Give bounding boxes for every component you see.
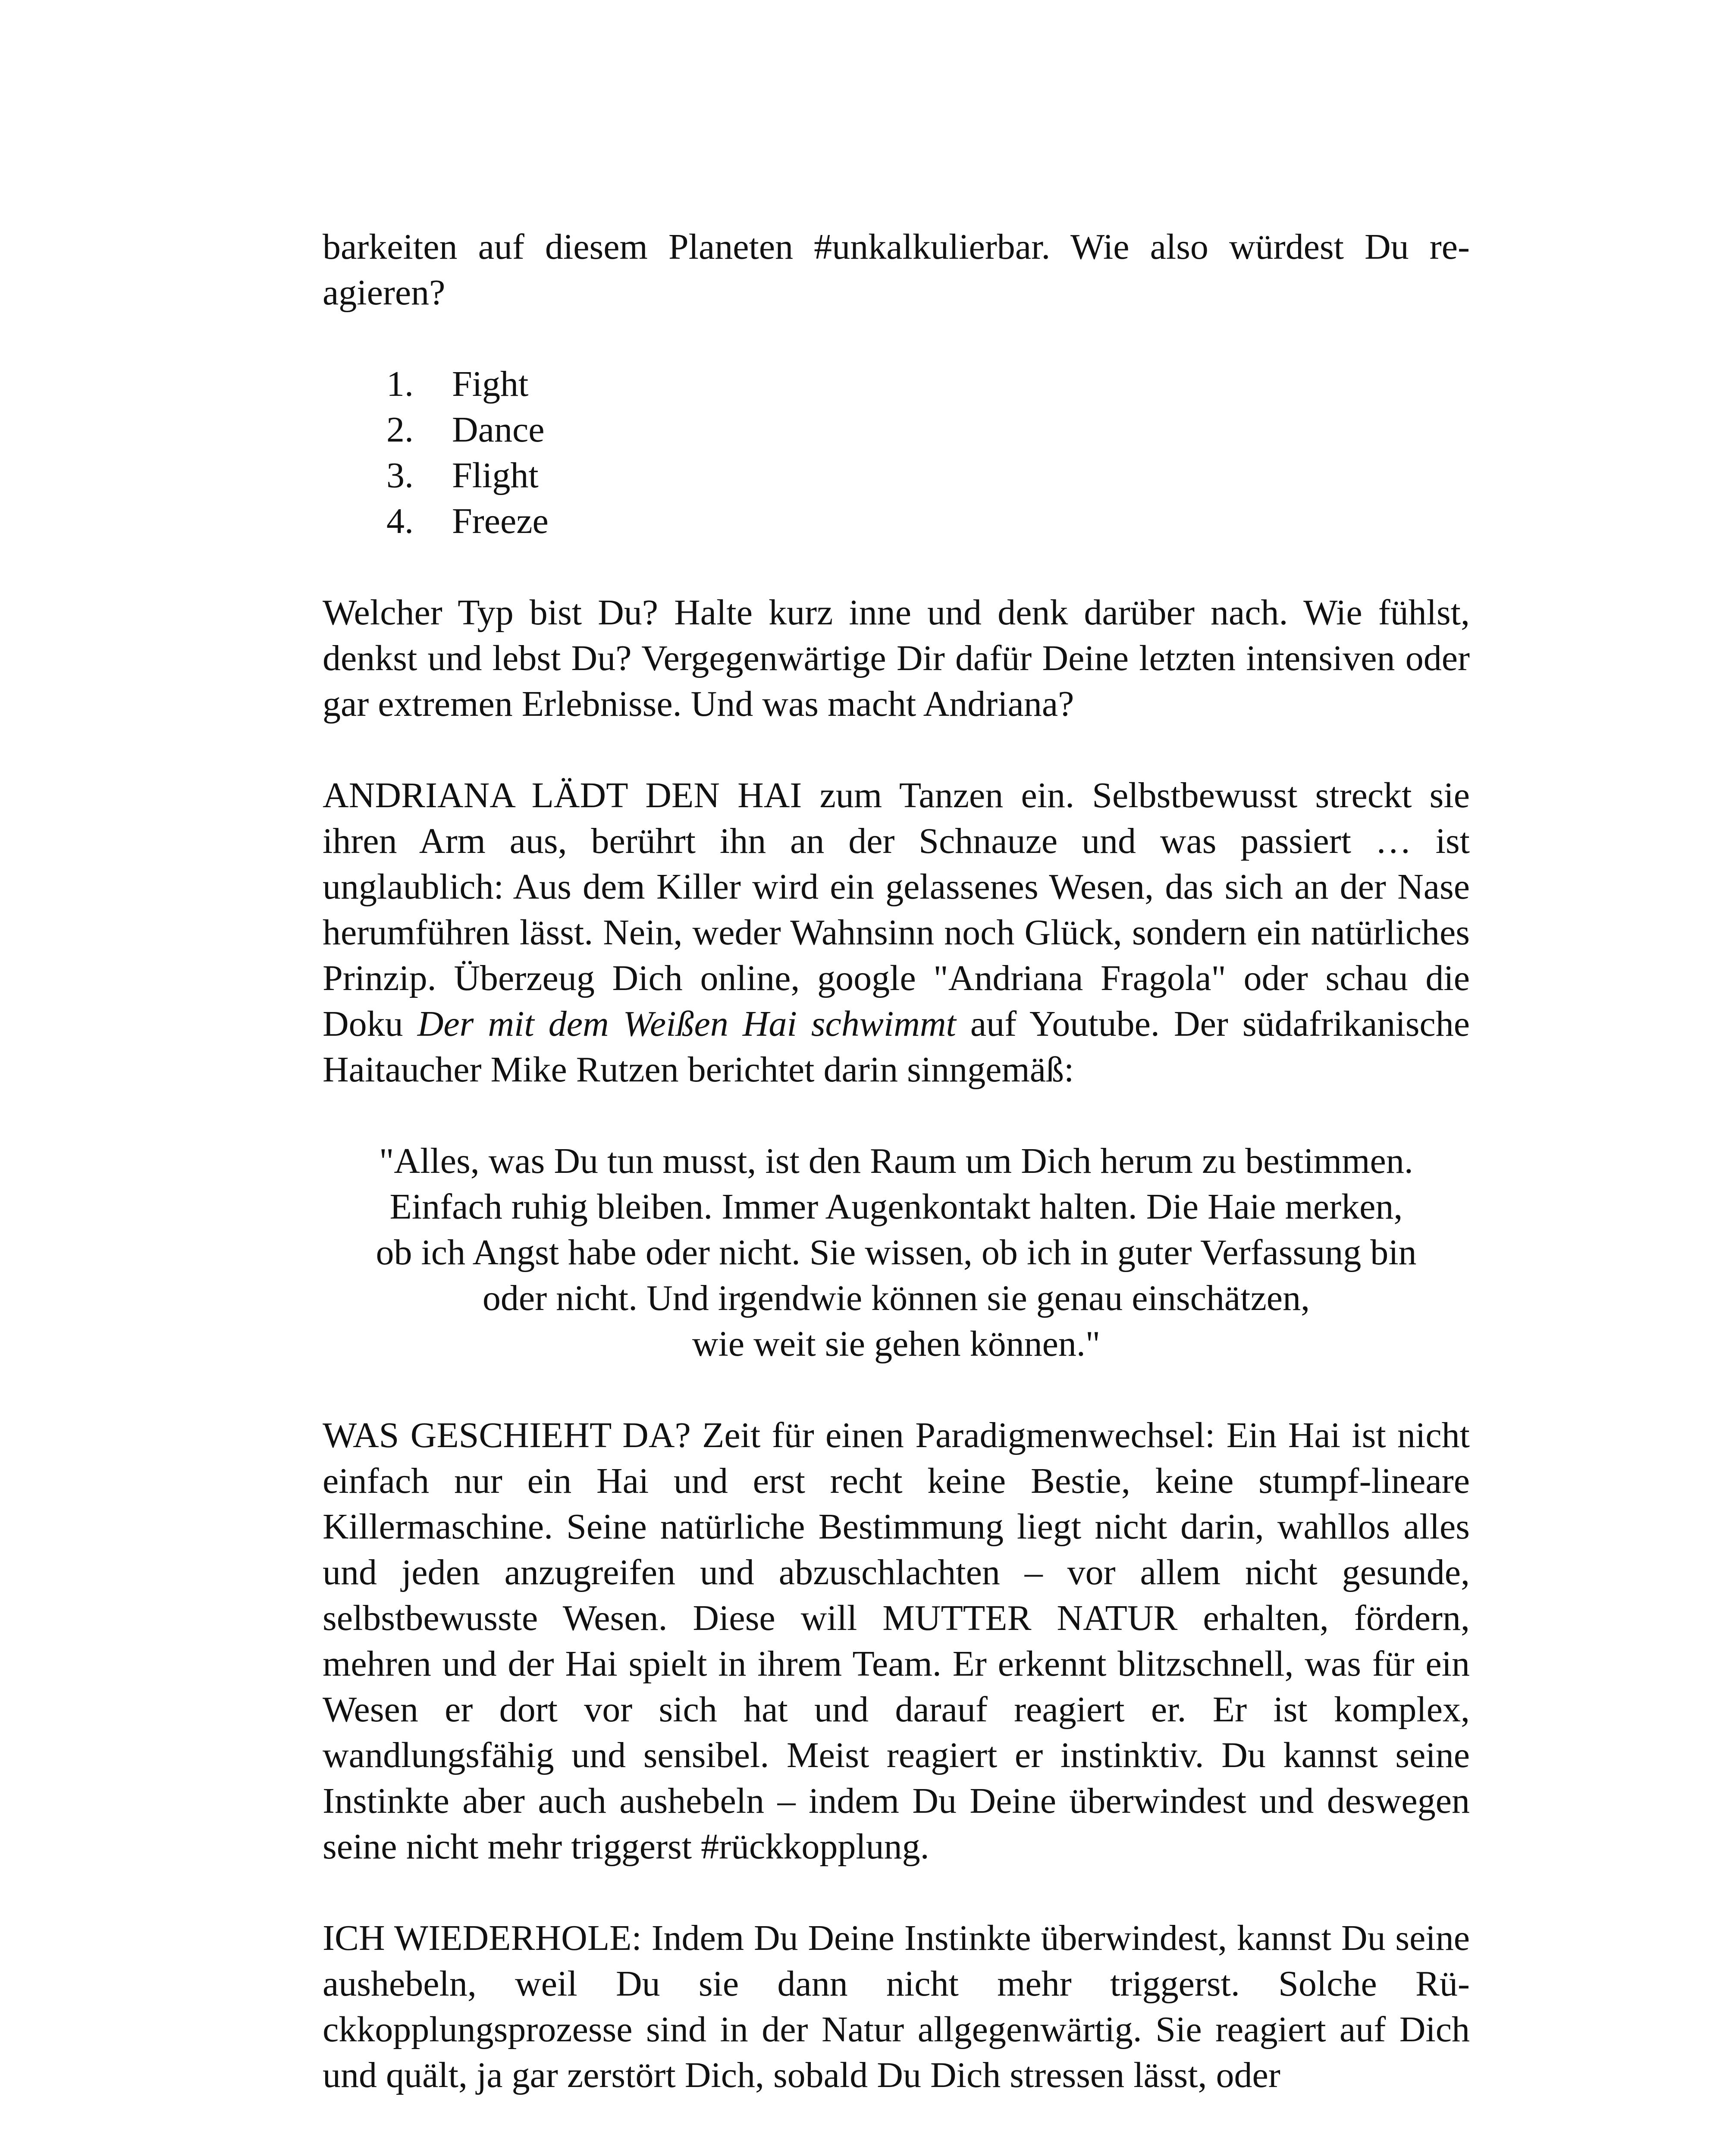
list-item-label: Freeze <box>452 501 549 541</box>
quote-line: oder nicht. Und irgendwie können sie genau einschätzen, <box>482 1278 1310 1318</box>
list-item-label: Fight <box>452 364 529 404</box>
paragraph-spacer <box>323 1870 1470 1915</box>
list-item-label: Flight <box>452 455 539 495</box>
list-item <box>323 453 1470 498</box>
book-page-body <box>323 224 1470 2098</box>
andriana-paragraph <box>323 773 1470 1093</box>
documentary-title: Der mit dem Weißen Hai schwimmt <box>417 1004 956 1044</box>
paragraph-spacer <box>323 316 1470 361</box>
list-item <box>323 361 1470 407</box>
andriana-paragraph-text-start: ANDRIANA LÄDT DEN HAI zum Tanzen ein. Selbstbewusst streckt sie ihren Arm aus, berührt ihn an der Schnauze und was passiert … ist unglaublich: Aus dem Killer wird ein gelassenes Wesen, das sich an der Nase herumführen lässt. Nein, weder Wahnsinn noch Glück, sondern ein natürliches Prinzip. Überzeug Dich online, google "Andriana Fragola" oder schau die Doku <box>323 775 1470 1044</box>
reaction-options-list <box>323 361 1470 544</box>
list-item-number: 2. <box>386 410 414 450</box>
quote-line: ob ich Angst habe oder nicht. Sie wissen, ob ich in guter Verfassung bin <box>376 1232 1417 1272</box>
list-item-number: 3. <box>386 455 414 495</box>
andriana-paragraph-text-end: auf Youtube. Der südafrikanische Haitaucher Mike Rutzen berichtet darin sinngemäß: <box>323 1004 1470 1090</box>
intro-paragraph: barkeiten auf diesem Planeten #unkalkulierbar. Wie also würdest Du reagieren? <box>323 227 1470 313</box>
paragraph-spacer <box>323 1093 1470 1138</box>
list-item <box>323 407 1470 453</box>
paragraph-spacer <box>323 1367 1470 1413</box>
list-item <box>323 498 1470 544</box>
ich-wiederhole-paragraph: ICH WIEDERHOLE: Indem Du Deine Instinkte überwindest, kannst Du seine aushebeln, weil Du sie dann nicht mehr triggerst. Solche Rückkopplungsprozesse sind in der Natur allgegenwärtig. Sie reagiert auf Dich und quält, ja gar zerstört Dich, sobald Du Dich stressen lässt, oder <box>323 1918 1470 2095</box>
paragraph-spacer <box>323 544 1470 590</box>
list-item-label: Dance <box>452 410 545 450</box>
was-geschieht-paragraph: WAS GESCHIEHT DA? Zeit für einen Paradigmenwechsel: Ein Hai ist nicht einfach nur ein Hai und erst recht keine Bestie, keine stumpf-lineare Killermaschine. Seine natürliche Bestimmung liegt nicht darin, wahllos alles und jeden anzugreifen und abzuschlachten – vor allem nicht gesunde, selbstbewusste Wesen. Diese will MUTTER NATUR erhalten, fördern, mehren und der Hai spielt in ihrem Team. Er erkennt blitzschnell, was für ein Wesen er dort vor sich hat und darauf reagiert er. Er ist komplex, wandlungsfähig und sensibel. Meist reagiert er instinktiv. Du kannst seine Instinkte aber auch aushebeln – indem Du Deine überwindest und deswegen seine nicht mehr triggerst #rückkopplung. <box>323 1415 1470 1867</box>
rutzen-quote <box>323 1138 1470 1367</box>
quote-line: "Alles, was Du tun musst, ist den Raum um Dich herum zu bestimmen. <box>379 1141 1413 1181</box>
list-item-number: 4. <box>386 501 414 541</box>
quote-line: wie weit sie gehen können." <box>692 1324 1101 1364</box>
type-question-paragraph: Welcher Typ bist Du? Halte kurz inne und denk darüber nach. Wie fühlst, denkst und lebst Du? Vergegenwärtige Dir dafür Deine letzten intensiven oder gar extremen Erlebnisse. Und was macht Andriana? <box>323 592 1470 724</box>
quote-line: Einfach ruhig bleiben. Immer Augenkontakt halten. Die Haie merken, <box>389 1187 1403 1227</box>
list-item-number: 1. <box>386 364 414 404</box>
paragraph-spacer <box>323 727 1470 773</box>
